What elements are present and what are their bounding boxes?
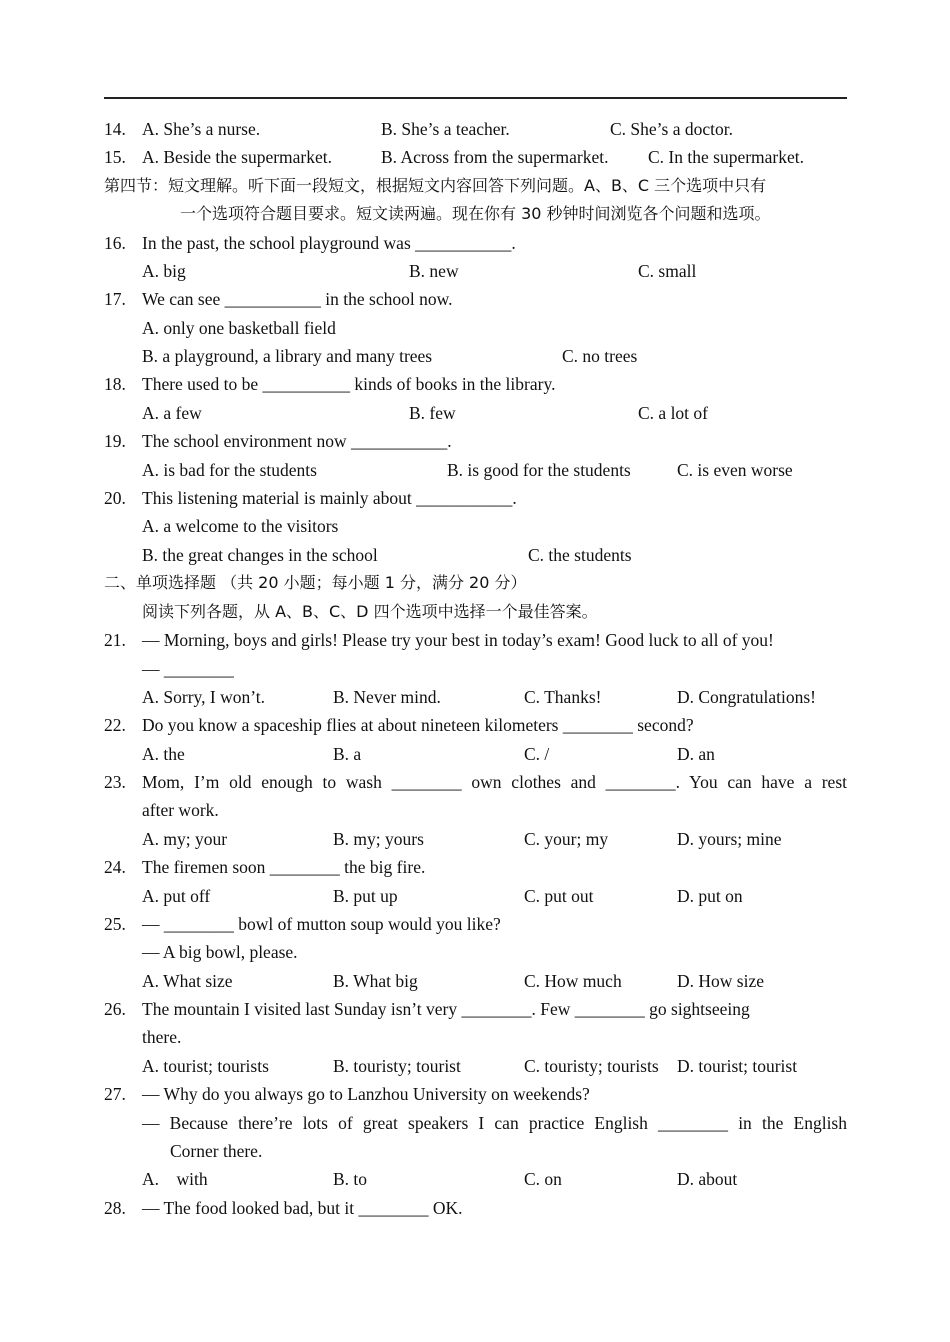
question-stem: Mom, I’m old enough to wash ________ own clothes and ________. You can have a rest [142,772,847,792]
question-stem-continued: after work. [142,800,219,820]
question-number: 20. [104,488,126,508]
option-b: B. She’s a teacher. [381,119,510,139]
option-c: C. touristy; tourists [524,1056,659,1076]
section-heading-continued: 一个选项符合题目要求。短文读两遍。现在你有 30 秒钟时间浏览各个问题和选项。 [180,204,771,223]
option-c: C. a lot of [638,403,708,423]
option-c: C. / [524,744,550,764]
option-b: B. the great changes in the school [142,545,378,565]
question-stem: In the past, the school playground was ___________. [142,233,516,253]
question-number: 27. [104,1084,126,1104]
question-stem: There used to be __________ kinds of books in the library. [142,374,556,394]
question-stem: — ________ bowl of mutton soup would you like? [142,914,501,934]
option-d: D. Congratulations! [677,687,817,707]
question-stem: The firemen soon ________ the big fire. [142,857,426,877]
question-number: 24. [104,857,126,877]
option-a: A. Sorry, I won’t. [142,687,265,707]
question-number: 15. [104,147,126,167]
option-b: B. put up [333,886,398,906]
option-b: B. Never mind. [333,687,441,707]
option-d: D. put on [677,886,743,906]
option-b: B. few [409,403,456,423]
option-b: B. a playground, a library and many trees [142,346,433,366]
option-a: A. Beside the supermarket. [142,147,333,167]
option-d: D. yours; mine [677,829,782,849]
question-stem-continued: there. [142,1027,182,1047]
option-b: B. touristy; tourist [333,1056,461,1076]
question-stem: Do you know a spaceship flies at about nineteen kilometers ________ second? [142,715,694,735]
option-c: C. Thanks! [524,687,602,707]
question-response: — A big bowl, please. [142,942,298,962]
question-response: — ________ [142,659,234,679]
option-a: A. my; your [142,829,228,849]
question-response: — Because there’re lots of great speakers I can practice English ________ in the English [142,1113,847,1133]
option-a: A. She’s a nurse. [142,119,261,139]
option-b: B. Across from the supermarket. [381,147,609,167]
question-stem: The school environment now ___________. [142,431,452,451]
option-d: D. about [677,1169,738,1189]
question-stem: — The food looked bad, but it ________ OK. [142,1198,463,1218]
section-heading: 二、单项选择题 （共 20 小题；每小题 1 分，满分 20 分） [104,573,527,592]
option-a: A. a welcome to the visitors [142,516,339,536]
option-a: A. is bad for the students [142,460,317,480]
question-number: 21. [104,630,126,650]
option-a: A. only one basketball field [142,318,336,338]
question-number: 14. [104,119,126,139]
question-stem: This listening material is mainly about ___________. [142,488,517,508]
question-stem: We can see ___________ in the school now. [142,289,453,309]
option-c: C. is even worse [677,460,793,480]
option-b: B. What big [333,971,418,991]
question-number: 22. [104,715,126,735]
question-stem: The mountain I visited last Sunday isn’t very ________. Few ________ go sightseeing [142,999,750,1019]
question-stem: — Why do you always go to Lanzhou University on weekends? [142,1084,590,1104]
option-a: A. with [142,1169,208,1189]
section-heading: 第四节：短文理解。听下面一段短文，根据短文内容回答下列问题。A、B、C 三个选项中只有 [104,176,767,195]
option-d: D. an [677,744,715,764]
question-number: 25. [104,914,126,934]
option-c: C. your; my [524,829,609,849]
section-instruction: 阅读下列各题，从 A、B、C、D 四个选项中选择一个最佳答案。 [142,602,598,621]
option-c: C. She’s a doctor. [610,119,733,139]
option-a: A. tourist; tourists [142,1056,269,1076]
option-b: B. new [409,261,459,281]
question-number: 16. [104,233,126,253]
question-response-continued: Corner there. [170,1141,263,1161]
top-rule [104,97,847,99]
question-number: 19. [104,431,126,451]
option-c: C. put out [524,886,594,906]
option-c: C. no trees [562,346,638,366]
option-b: B. my; yours [333,829,424,849]
option-a: A. a few [142,403,202,423]
option-a: A. big [142,261,186,281]
option-b: B. to [333,1169,368,1189]
option-c: C. In the supermarket. [648,147,804,167]
option-c: C. small [638,261,697,281]
option-a: A. put off [142,886,211,906]
option-a: A. What size [142,971,233,991]
option-a: A. the [142,744,185,764]
question-stem: — Morning, boys and girls! Please try your best in today’s exam! Good luck to all of you! [142,630,774,650]
question-number: 28. [104,1198,126,1218]
question-number: 23. [104,772,126,792]
question-number: 18. [104,374,126,394]
option-b: B. a [333,744,362,764]
question-number: 26. [104,999,126,1019]
option-c: C. How much [524,971,622,991]
question-number: 17. [104,289,126,309]
option-d: D. tourist; tourist [677,1056,798,1076]
option-c: C. the students [528,545,632,565]
option-c: C. on [524,1169,562,1189]
option-b: B. is good for the students [447,460,631,480]
option-d: D. How size [677,971,764,991]
